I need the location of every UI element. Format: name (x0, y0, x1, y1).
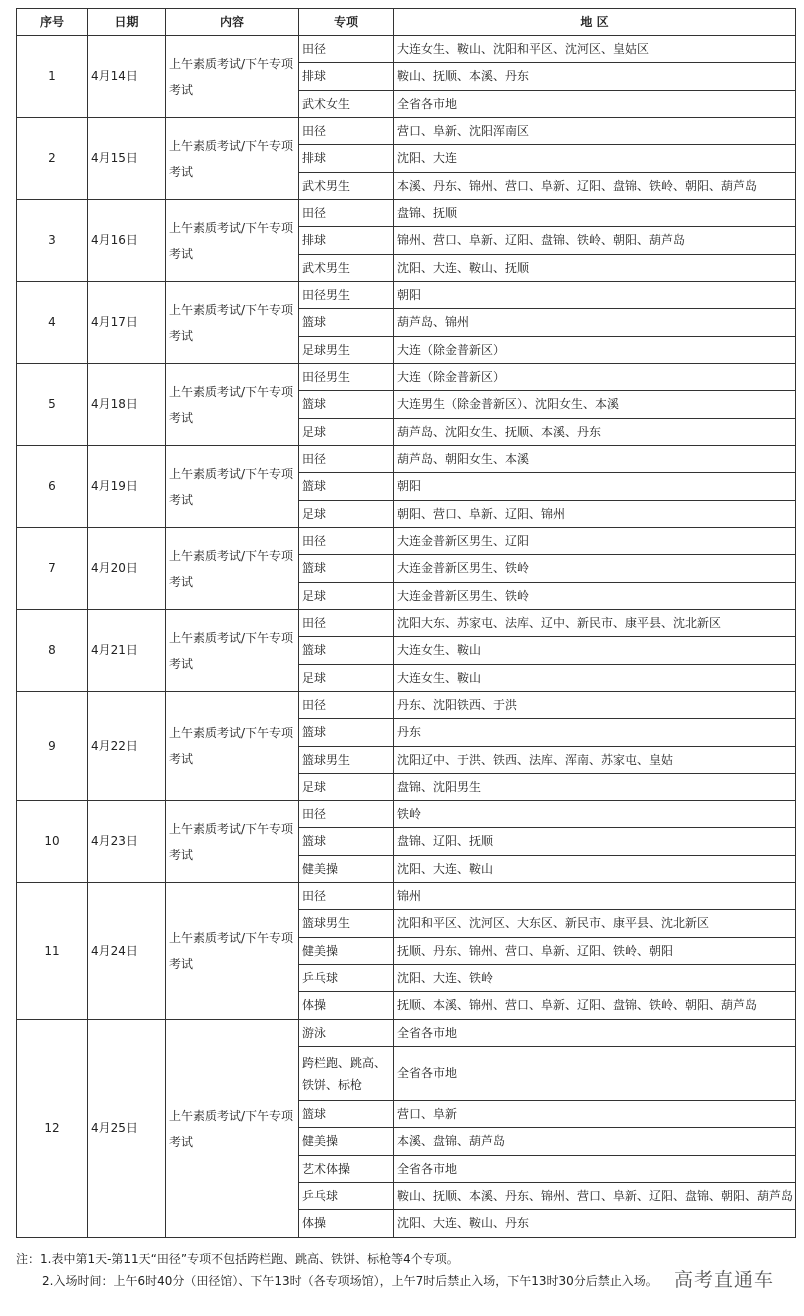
cell-event: 乒乓球 (299, 965, 394, 992)
table-body (17, 36, 796, 1238)
cell-event: 篮球 (299, 719, 394, 747)
cell-content: 上午素质考试/下午专项考试 (166, 692, 299, 801)
cell-event: 篮球男生 (299, 910, 394, 938)
cell-no: 6 (17, 446, 88, 528)
cell-event: 田径 (299, 528, 394, 555)
table-row (17, 200, 796, 227)
cell-event: 排球 (299, 145, 394, 173)
table-row (17, 528, 796, 555)
cell-region: 沈阳、大连 (394, 145, 796, 173)
cell-no: 11 (17, 883, 88, 1020)
cell-region: 大连金普新区男生、铁岭 (394, 555, 796, 583)
cell-date: 4月14日 (88, 36, 166, 118)
cell-content: 上午素质考试/下午专项考试 (166, 883, 299, 1020)
table-row (17, 692, 796, 719)
cell-no: 8 (17, 610, 88, 692)
cell-content: 上午素质考试/下午专项考试 (166, 528, 299, 610)
cell-region: 沈阳、大连、鞍山 (394, 856, 796, 883)
cell-region: 大连金普新区男生、铁岭 (394, 583, 796, 610)
cell-region: 大连男生（除金普新区）、沈阳女生、本溪 (394, 391, 796, 419)
cell-event: 乒乓球 (299, 1183, 394, 1210)
header-event: 专项 (299, 9, 394, 36)
cell-event: 篮球 (299, 1101, 394, 1128)
cell-event: 田径 (299, 446, 394, 473)
cell-region: 盘锦、抚顺 (394, 200, 796, 227)
cell-region: 大连金普新区男生、辽阳 (394, 528, 796, 555)
cell-region: 抚顺、丹东、锦州、营口、阜新、辽阳、铁岭、朝阳 (394, 938, 796, 965)
cell-event: 田径 (299, 801, 394, 828)
watermark: 高考直通车 (673, 1269, 774, 1291)
table-row (17, 446, 796, 473)
cell-event: 足球 (299, 419, 394, 446)
cell-event: 田径 (299, 692, 394, 719)
cell-event: 武术男生 (299, 173, 394, 200)
cell-date: 4月20日 (88, 528, 166, 610)
cell-event: 足球 (299, 665, 394, 692)
cell-date: 4月25日 (88, 1020, 166, 1238)
cell-region: 沈阳辽中、于洪、铁西、法库、浑南、苏家屯、皇姑 (394, 747, 796, 774)
cell-region: 营口、阜新、沈阳浑南区 (394, 118, 796, 145)
table-row (17, 36, 796, 63)
cell-region: 全省各市地 (394, 1020, 796, 1047)
table-row (17, 610, 796, 637)
cell-event: 篮球男生 (299, 747, 394, 774)
cell-region: 丹东 (394, 719, 796, 747)
cell-region: 沈阳、大连、鞍山、抚顺 (394, 255, 796, 282)
cell-region: 全省各市地 (394, 1156, 796, 1183)
table-row (17, 282, 796, 309)
cell-region: 朝阳 (394, 282, 796, 309)
cell-event: 武术女生 (299, 91, 394, 118)
cell-event: 篮球 (299, 828, 394, 856)
table-header-row (17, 9, 796, 36)
cell-content: 上午素质考试/下午专项考试 (166, 200, 299, 282)
cell-event: 足球 (299, 501, 394, 528)
cell-event: 篮球 (299, 391, 394, 419)
cell-event: 篮球 (299, 637, 394, 665)
cell-region: 大连女生、鞍山 (394, 637, 796, 665)
cell-event: 田径男生 (299, 364, 394, 391)
cell-region: 本溪、盘锦、葫芦岛 (394, 1128, 796, 1156)
cell-content: 上午素质考试/下午专项考试 (166, 364, 299, 446)
cell-region: 盘锦、辽阳、抚顺 (394, 828, 796, 856)
cell-region: 葫芦岛、朝阳女生、本溪 (394, 446, 796, 473)
cell-region: 朝阳 (394, 473, 796, 501)
cell-region: 鞍山、抚顺、本溪、丹东、锦州、营口、阜新、辽阳、盘锦、朝阳、葫芦岛 (394, 1183, 796, 1210)
cell-event: 武术男生 (299, 255, 394, 282)
cell-event: 体操 (299, 992, 394, 1020)
header-no: 序号 (17, 9, 88, 36)
cell-event: 田径男生 (299, 282, 394, 309)
cell-region: 大连女生、鞍山 (394, 665, 796, 692)
cell-region: 大连女生、鞍山、沈阳和平区、沈河区、皇姑区 (394, 36, 796, 63)
cell-event: 足球 (299, 583, 394, 610)
cell-region: 盘锦、沈阳男生 (394, 774, 796, 801)
cell-region: 丹东、沈阳铁西、于洪 (394, 692, 796, 719)
cell-event: 排球 (299, 227, 394, 255)
cell-region: 锦州 (394, 883, 796, 910)
cell-event: 田径 (299, 36, 394, 63)
cell-event: 篮球 (299, 309, 394, 337)
cell-region: 沈阳、大连、铁岭 (394, 965, 796, 992)
cell-region: 大连（除金普新区） (394, 337, 796, 364)
cell-region: 大连（除金普新区） (394, 364, 796, 391)
cell-no: 1 (17, 36, 88, 118)
table-row (17, 883, 796, 910)
cell-event: 体操 (299, 1210, 394, 1238)
cell-region: 本溪、丹东、锦州、营口、阜新、辽阳、盘锦、铁岭、朝阳、葫芦岛 (394, 173, 796, 200)
cell-content: 上午素质考试/下午专项考试 (166, 36, 299, 118)
cell-content: 上午素质考试/下午专项考试 (166, 1020, 299, 1238)
cell-date: 4月16日 (88, 200, 166, 282)
cell-event: 田径 (299, 610, 394, 637)
note-line-1: 注：1.表中第1天-第11天“田径”专项不包括跨栏跑、跳高、铁饼、标枪等4个专项。 (16, 1252, 459, 1266)
cell-event: 足球男生 (299, 337, 394, 364)
cell-region: 鞍山、抚顺、本溪、丹东 (394, 63, 796, 91)
cell-region: 葫芦岛、锦州 (394, 309, 796, 337)
cell-no: 12 (17, 1020, 88, 1238)
cell-region: 锦州、营口、阜新、辽阳、盘锦、铁岭、朝阳、葫芦岛 (394, 227, 796, 255)
table-row (17, 118, 796, 145)
cell-no: 3 (17, 200, 88, 282)
cell-content: 上午素质考试/下午专项考试 (166, 610, 299, 692)
cell-event: 篮球 (299, 555, 394, 583)
cell-event: 排球 (299, 63, 394, 91)
cell-event: 足球 (299, 774, 394, 801)
cell-event: 健美操 (299, 856, 394, 883)
cell-event: 篮球 (299, 473, 394, 501)
cell-event: 健美操 (299, 938, 394, 965)
cell-region: 葫芦岛、沈阳女生、抚顺、本溪、丹东 (394, 419, 796, 446)
cell-date: 4月22日 (88, 692, 166, 801)
cell-date: 4月19日 (88, 446, 166, 528)
note-line-2: 2.入场时间：上午6时40分（田径馆）、下午13时（各专项场馆），上午7时后禁止入场，下午13时30分后禁止入场。 (42, 1274, 658, 1288)
cell-event: 田径 (299, 200, 394, 227)
cell-event: 田径 (299, 118, 394, 145)
header-date: 日期 (88, 9, 166, 36)
exam-schedule-table (16, 8, 796, 1238)
cell-region: 全省各市地 (394, 1047, 796, 1101)
cell-date: 4月17日 (88, 282, 166, 364)
cell-date: 4月18日 (88, 364, 166, 446)
table-row (17, 1020, 796, 1047)
cell-date: 4月21日 (88, 610, 166, 692)
cell-region: 铁岭 (394, 801, 796, 828)
header-content: 内容 (166, 9, 299, 36)
cell-event: 游泳 (299, 1020, 394, 1047)
table-row (17, 364, 796, 391)
cell-no: 10 (17, 801, 88, 883)
cell-content: 上午素质考试/下午专项考试 (166, 801, 299, 883)
cell-region: 抚顺、本溪、锦州、营口、阜新、辽阳、盘锦、铁岭、朝阳、葫芦岛 (394, 992, 796, 1020)
cell-date: 4月23日 (88, 801, 166, 883)
cell-no: 5 (17, 364, 88, 446)
cell-region: 全省各市地 (394, 91, 796, 118)
cell-date: 4月24日 (88, 883, 166, 1020)
cell-region: 沈阳和平区、沈河区、大东区、新民市、康平县、沈北新区 (394, 910, 796, 938)
cell-region: 沈阳、大连、鞍山、丹东 (394, 1210, 796, 1238)
cell-event: 健美操 (299, 1128, 394, 1156)
cell-event: 艺术体操 (299, 1156, 394, 1183)
cell-region: 营口、阜新 (394, 1101, 796, 1128)
cell-region: 朝阳、营口、阜新、辽阳、锦州 (394, 501, 796, 528)
cell-no: 7 (17, 528, 88, 610)
cell-content: 上午素质考试/下午专项考试 (166, 118, 299, 200)
cell-event: 跨栏跑、跳高、铁饼、标枪 (299, 1047, 394, 1101)
cell-content: 上午素质考试/下午专项考试 (166, 282, 299, 364)
cell-region: 沈阳大东、苏家屯、法库、辽中、新民市、康平县、沈北新区 (394, 610, 796, 637)
cell-content: 上午素质考试/下午专项考试 (166, 446, 299, 528)
cell-event: 田径 (299, 883, 394, 910)
cell-no: 4 (17, 282, 88, 364)
table-row (17, 801, 796, 828)
header-region: 地 区 (394, 9, 796, 36)
cell-date: 4月15日 (88, 118, 166, 200)
cell-no: 9 (17, 692, 88, 801)
cell-no: 2 (17, 118, 88, 200)
